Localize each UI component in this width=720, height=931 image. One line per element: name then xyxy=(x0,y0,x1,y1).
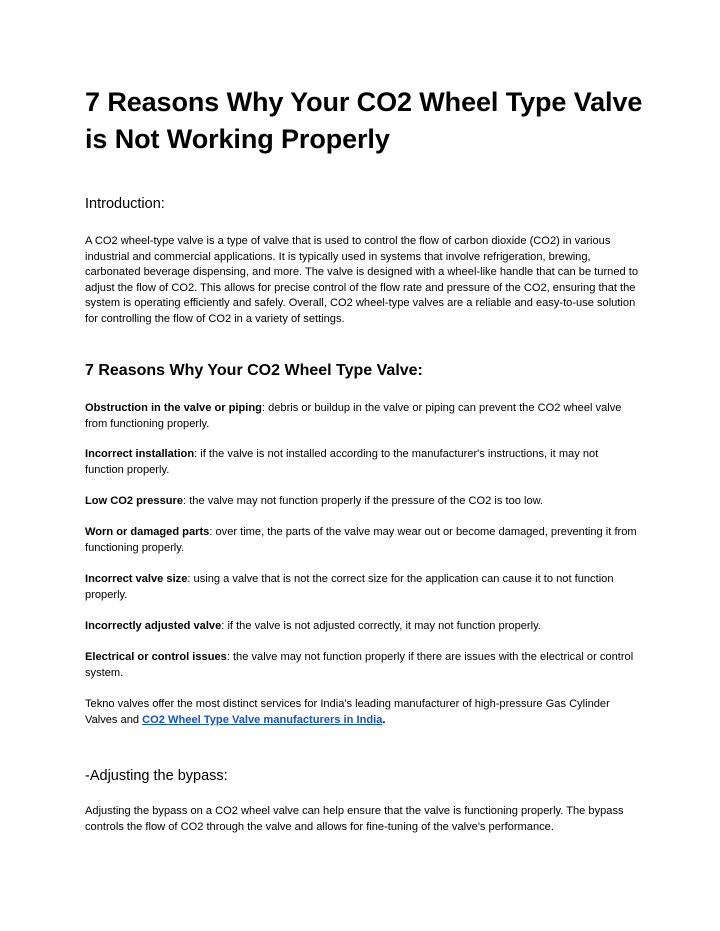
reason-item xyxy=(85,525,640,556)
reason-term: Electrical or control issues xyxy=(85,651,227,663)
reason-term: Low CO2 pressure xyxy=(85,495,184,507)
page-title: 7 Reasons Why Your CO2 Wheel Type Valve is Not Working Properly xyxy=(85,87,643,154)
reason-term: Worn or damaged parts xyxy=(85,526,210,538)
reason-term: Incorrectly adjusted valve xyxy=(85,620,222,632)
reason-desc: : using a valve that is not the correct size for the application can cause it to not function properly. xyxy=(85,573,614,601)
reason-desc: : if the valve is not installed according to the manufacturer's instructions, it may not function properly. xyxy=(85,448,599,476)
reason-desc: : the valve may not function properly if there are issues with the electrical or control system. xyxy=(85,651,634,679)
reason-term: Incorrect installation xyxy=(85,448,195,460)
intro-heading: Introduction: xyxy=(85,196,165,212)
reasons-heading: 7 Reasons Why Your CO2 Wheel Type Valve: xyxy=(85,362,423,379)
reason-item xyxy=(85,619,640,635)
closing-paragraph xyxy=(85,697,640,728)
reason-desc: : debris or buildup in the valve or piping can prevent the CO2 wheel valve from functioning properly. xyxy=(85,402,622,430)
manufacturers-link[interactable]: CO2 Wheel Type Valve manufacturers in India xyxy=(142,713,383,726)
reason-term: Incorrect valve size xyxy=(85,573,188,585)
reason-desc: : if the valve is not adjusted correctly, it may not function properly. xyxy=(221,620,541,632)
closing-text: Tekno valves offer the most distinct services for India's leading manufacturer of high-pressure Gas Cylinder Valves and xyxy=(85,698,610,726)
reason-term: Obstruction in the valve or piping xyxy=(85,402,262,414)
reason-item xyxy=(85,572,640,603)
reason-item xyxy=(85,401,640,432)
reason-desc: : over time, the parts of the valve may wear out or become damaged, preventing it from functioning properly. xyxy=(85,526,637,554)
reason-desc: : the valve may not function properly if the pressure of the CO2 is too low. xyxy=(183,495,544,507)
reason-item xyxy=(85,447,640,478)
bypass-paragraph: Adjusting the bypass on a CO2 wheel valve can help ensure that the valve is functioning properly. The bypass controls the flow of CO2 through the valve and allows for fine-tuning of the valve's performance. xyxy=(85,805,624,833)
bypass-heading: -Adjusting the bypass: xyxy=(85,768,228,784)
intro-paragraph: A CO2 wheel-type valve is a type of valve that is used to control the flow of carbon dioxide (CO2) in various industrial and commercial applications. It is typically used in systems that involve refrigeration, brewing, carbonated beverage dispensing, and more. The valve is designed with a wheel-like handle that can be turned to adjust the flow of CO2. This allows for precise control of the flow rate and pressure of the CO2, ensuring that the system is operating efficiently and safely. Overall, CO2 wheel-type valves are a reliable and easy-to-use solution for controlling the flow of CO2 in a variety of settings. xyxy=(85,235,638,325)
reason-item xyxy=(85,650,640,681)
reason-item xyxy=(85,494,640,510)
closing-period: . xyxy=(382,713,386,726)
